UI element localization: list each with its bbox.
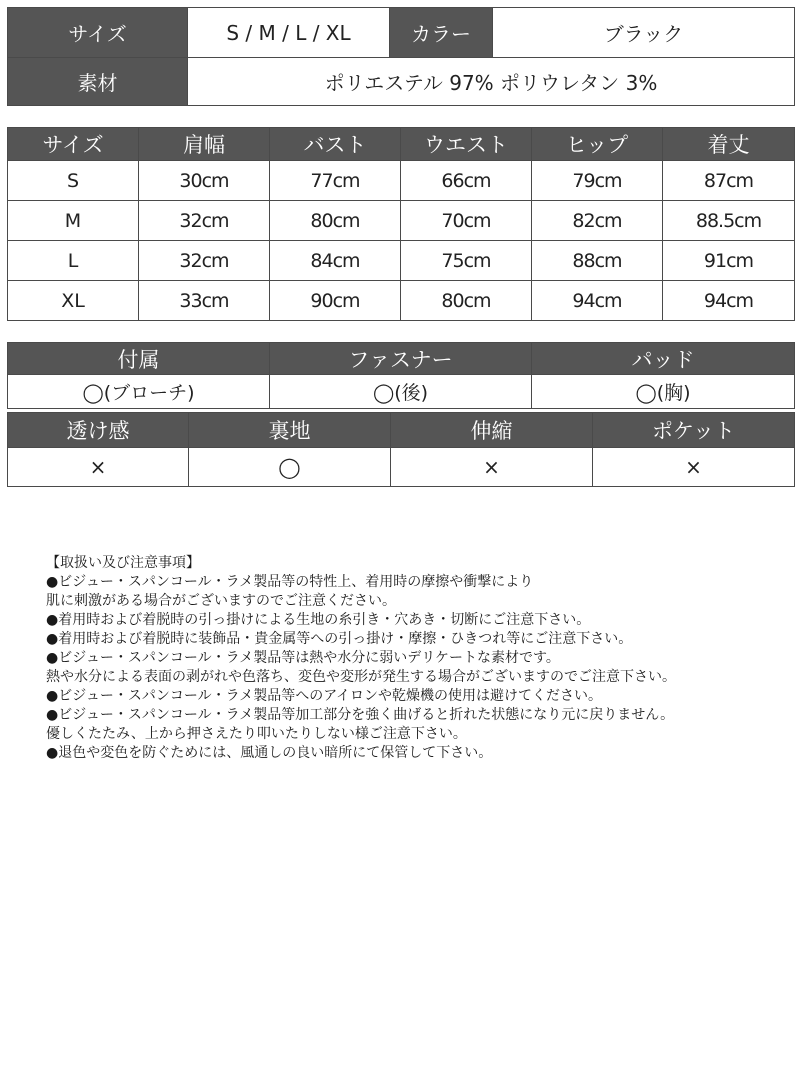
- header-waist: ウエスト: [401, 128, 532, 161]
- shoulder-cell: 30cm: [139, 161, 270, 201]
- pocket-value: ×: [593, 448, 795, 487]
- table-row: [8, 161, 795, 201]
- header-accessory: 付属: [8, 343, 270, 375]
- color-label: カラー: [390, 8, 493, 58]
- size-cell: XL: [8, 281, 139, 321]
- note-line: ●退色や変色を防ぐためには、風通しの良い暗所にて保管して下さい。: [46, 745, 493, 761]
- hip-cell: 79cm: [532, 161, 663, 201]
- bust-cell: 90cm: [270, 281, 401, 321]
- color-value: ブラック: [493, 8, 795, 58]
- waist-cell: 70cm: [401, 201, 532, 241]
- shoulder-cell: 32cm: [139, 201, 270, 241]
- note-line: ●着用時および着脱時に装飾品・貴金属等への引っ掛け・摩擦・ひきつれ等にご注意下さい。: [46, 631, 633, 647]
- notes-title: 【取扱い及び注意事項】: [46, 555, 200, 571]
- header-length: 着丈: [663, 128, 795, 161]
- lining-value: ◯: [189, 448, 391, 487]
- hip-cell: 88cm: [532, 241, 663, 281]
- size-table-header: [8, 128, 795, 161]
- material-value: ポリエステル 97% ポリウレタン 3%: [188, 58, 795, 106]
- note-line: ●ビジュー・スパンコール・ラメ製品等の特性上、着用時の摩擦や衝撃により: [46, 574, 534, 590]
- note-line: ●着用時および着脱時の引っ掛けによる生地の糸引き・穴あき・切断にご注意下さい。: [46, 612, 591, 628]
- size-cell: S: [8, 161, 139, 201]
- header-zipper: ファスナー: [270, 343, 532, 375]
- header-pad: パッド: [532, 343, 795, 375]
- stretch-value: ×: [391, 448, 593, 487]
- header-bust: バスト: [270, 128, 401, 161]
- note-line: 肌に刺激がある場合がございますのでご注意ください。: [46, 593, 396, 609]
- length-cell: 94cm: [663, 281, 795, 321]
- table-row: [8, 241, 795, 281]
- header-shoulder: 肩幅: [139, 128, 270, 161]
- header-stretch: 伸縮: [391, 413, 593, 448]
- shoulder-cell: 32cm: [139, 241, 270, 281]
- note-line: ●ビジュー・スパンコール・ラメ製品等は熱や水分に弱いデリケートな素材です。: [46, 650, 560, 666]
- shoulder-cell: 33cm: [139, 281, 270, 321]
- hip-cell: 82cm: [532, 201, 663, 241]
- size-cell: M: [8, 201, 139, 241]
- header-size: サイズ: [8, 128, 139, 161]
- note-line: 熱や水分による表面の剥がれや色落ち、変色や変形が発生する場合がございますのでご注意下さい。: [46, 669, 676, 685]
- size-label: サイズ: [8, 8, 188, 58]
- note-line: ●ビジュー・スパンコール・ラメ製品等加工部分を強く曲げると折れた状態になり元に戻りません。: [46, 707, 675, 723]
- accessories-table: [7, 342, 795, 409]
- size-cell: L: [8, 241, 139, 281]
- header-lining: 裏地: [189, 413, 391, 448]
- bust-cell: 84cm: [270, 241, 401, 281]
- length-cell: 87cm: [663, 161, 795, 201]
- header-pocket: ポケット: [593, 413, 795, 448]
- length-cell: 88.5cm: [663, 201, 795, 241]
- size-table: [7, 127, 795, 321]
- material-label: 素材: [8, 58, 188, 106]
- features-table: [7, 412, 795, 487]
- accessory-value: ◯(ブローチ): [8, 375, 270, 409]
- waist-cell: 80cm: [401, 281, 532, 321]
- size-value: S / M / L / XL: [188, 8, 390, 58]
- table-row: [8, 201, 795, 241]
- pad-value: ◯(胸): [532, 375, 795, 409]
- bust-cell: 80cm: [270, 201, 401, 241]
- hip-cell: 94cm: [532, 281, 663, 321]
- basic-info-table: [7, 7, 795, 106]
- waist-cell: 75cm: [401, 241, 532, 281]
- waist-cell: 66cm: [401, 161, 532, 201]
- table-row: [8, 281, 795, 321]
- zipper-value: ◯(後): [270, 375, 532, 409]
- bust-cell: 77cm: [270, 161, 401, 201]
- care-notes: [46, 554, 794, 763]
- header-hip: ヒップ: [532, 128, 663, 161]
- note-line: ●ビジュー・スパンコール・ラメ製品等へのアイロンや乾燥機の使用は避けてください。: [46, 688, 602, 704]
- header-sheerness: 透け感: [8, 413, 189, 448]
- sheerness-value: ×: [8, 448, 189, 487]
- note-line: 優しくたたみ、上から押さえたり叩いたりしない様ご注意下さい。: [46, 726, 467, 742]
- length-cell: 91cm: [663, 241, 795, 281]
